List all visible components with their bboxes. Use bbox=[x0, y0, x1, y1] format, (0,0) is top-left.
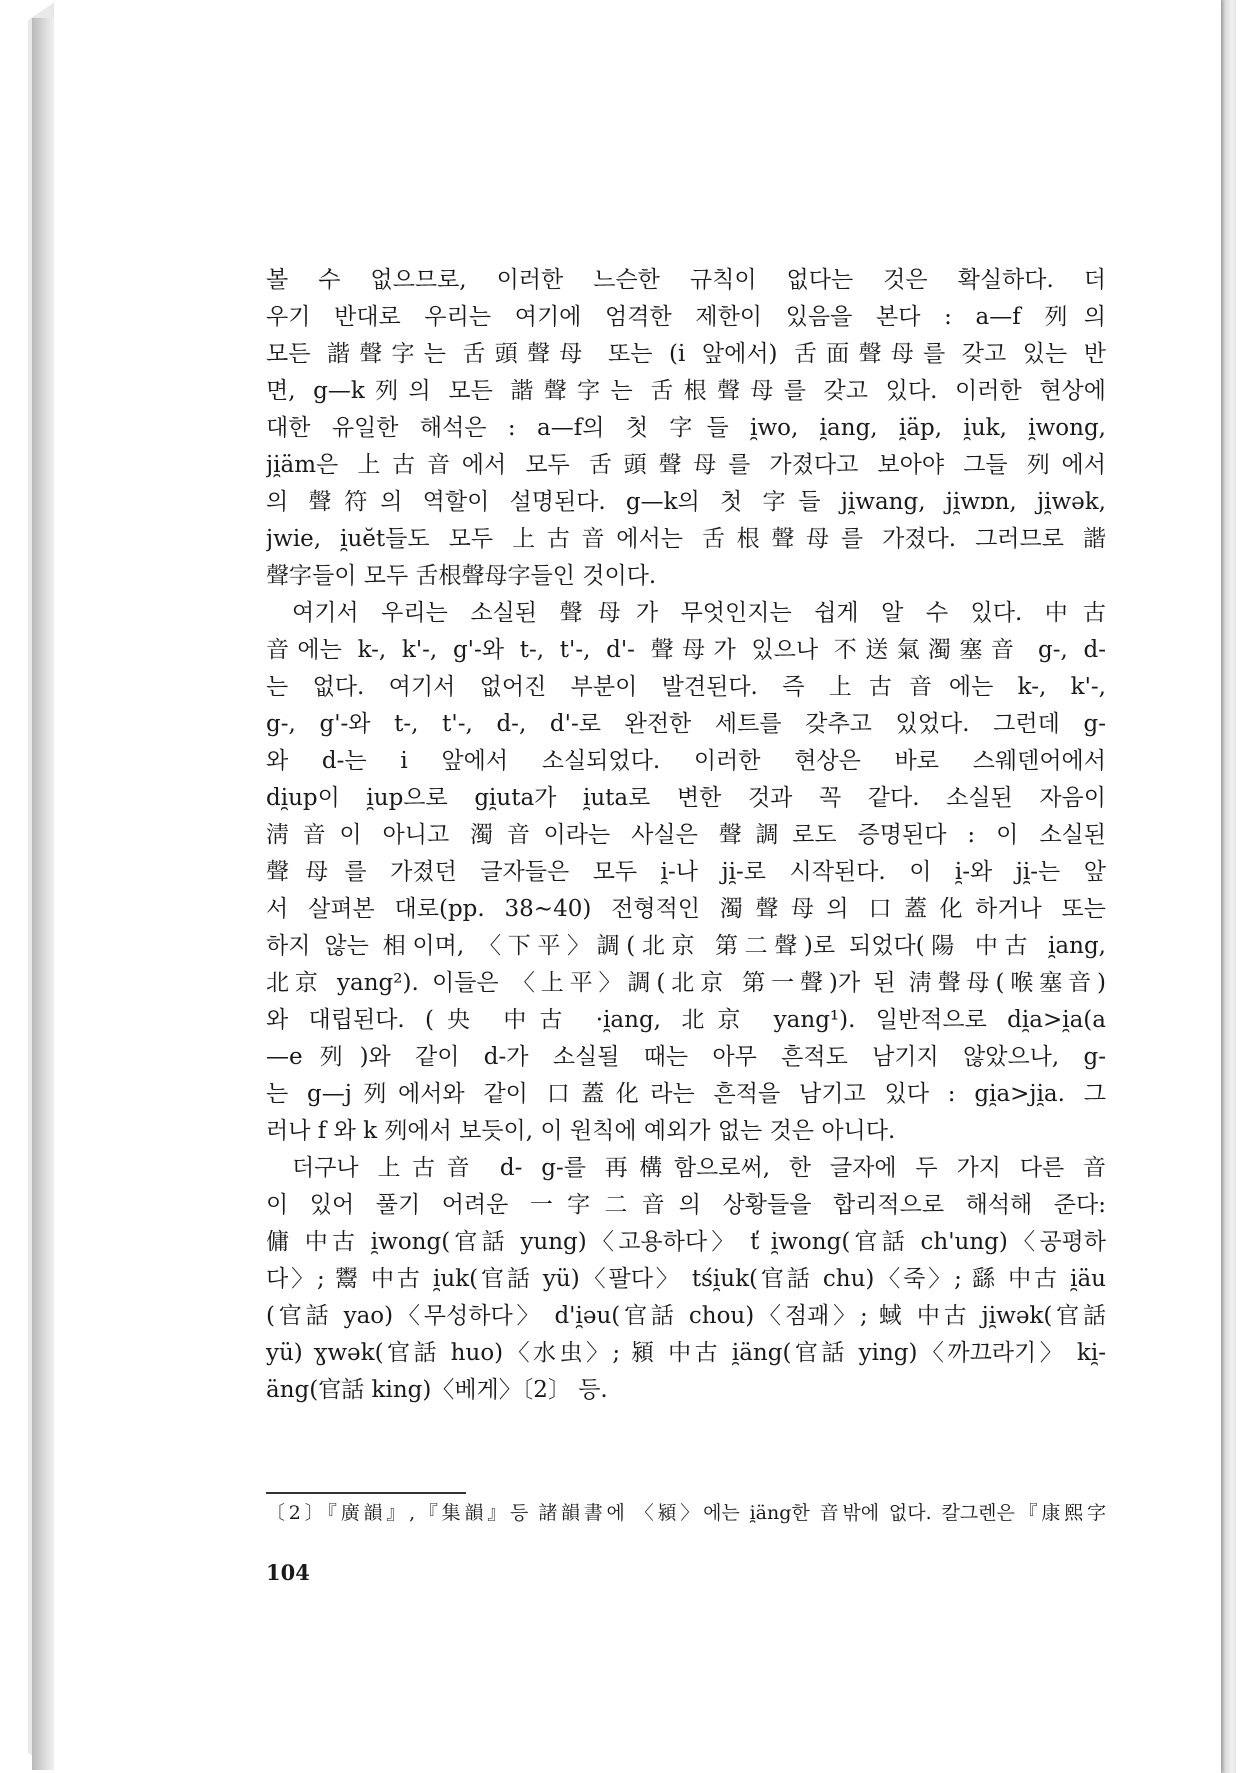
book-spine bbox=[32, 18, 54, 1770]
text-line: 여기서 우리는 소실된 聲母가 무엇인지는 쉽게 알 수 있다. 中古 bbox=[292, 600, 1106, 626]
text-line: 와 d-는 i 앞에서 소실되었다. 이러한 현상은 바로 스웨덴어에서 bbox=[266, 748, 1106, 774]
text-line: 하지 않는 相이며, 〈下平〉調(北京 第二聲)로 되었다(陽 中古 i̯ang, bbox=[266, 933, 1106, 959]
text-line: di̯up이 i̯up으로 gi̯uta가 i̯uta로 변한 것과 꼭 같다. 소실된 자음이 bbox=[266, 785, 1106, 811]
text-line: 면, g—k列의 모든 諧聲字는 舌根聲母를 갖고 있다. 이러한 현상에 bbox=[266, 378, 1106, 404]
text-line: yü) ɣwək(官話 huo)〈水虫〉; 潁 中古 i̯äng(官話 ying)〈까끄라기〉 ki̯- bbox=[266, 1340, 1106, 1366]
text-line: g-, g'-와 t-, t'-, d-, d'-로 완전한 세트를 갖추고 있었다. 그런데 g- bbox=[266, 711, 1106, 737]
text-line: 모든 諧聲字는 舌頭聲母 또는 (i 앞에서) 舌面聲母를 갖고 있는 반 bbox=[266, 341, 1106, 367]
text-line: 와 대립된다. (央 中古 ·i̯ang, 北京 yang¹). 일반적으로 di̯a>i̯a(a bbox=[266, 1007, 1106, 1033]
text-line: 聲母를 가졌던 글자들은 모두 i̯-나 ji̯-로 시작된다. 이 i̯-와 ji̯-는 앞 bbox=[266, 859, 1106, 885]
text-line: äng(官話 king)〈베게〉〔2〕 등. bbox=[266, 1377, 608, 1403]
page-number: 104 bbox=[266, 1560, 310, 1585]
text-line: —e列)와 같이 d-가 소실될 때는 아무 흔적도 남기지 않았으나, g- bbox=[266, 1044, 1106, 1070]
text-line: 聲字들이 모두 舌根聲母字들인 것이다. bbox=[266, 563, 657, 589]
footnote: 〔2〕『廣韻』,『集韻』등 諸韻書에 〈潁〉에는 i̯äng한 音밖에 없다. 칼그렌은『康熙字 bbox=[266, 1502, 1106, 1524]
text-line: 대한 유일한 해석은 : a—f의 첫 字들 i̯wo, i̯ang, i̯äp, i̯uk, i̯wong, bbox=[266, 415, 1106, 441]
text-line: 의 聲符의 역할이 설명된다. g—k의 첫 字들 ji̯wang, ji̯wɒn, ji̯wək, bbox=[266, 489, 1106, 515]
text-line: 러나 f 와 k 列에서 보듯이, 이 원칙에 예외가 없는 것은 아니다. bbox=[266, 1118, 896, 1144]
text-line: 볼 수 없으므로, 이러한 느슨한 규칙이 없다는 것은 확실하다. 더 bbox=[266, 267, 1106, 293]
footnote-rule bbox=[266, 1492, 466, 1494]
text-line: 더구나 上古音 d- g-를 再構함으로써, 한 글자에 두 가지 다른 音 bbox=[292, 1155, 1106, 1181]
text-line: (官話 yao)〈무성하다〉 d'i̯əu(官話 chou)〈점괘〉; 蜮 中古 ji̯wək(官話 bbox=[266, 1303, 1106, 1329]
body-text bbox=[266, 262, 1106, 1409]
text-line: 音에는 k-, k'-, g'-와 t-, t'-, d'- 聲母가 있으나 不送氣濁塞音 g-, d- bbox=[266, 637, 1106, 663]
text-line: 다〉; 鬻 中古 i̯uk(官話 yü)〈팔다〉 tśi̯uk(官話 chu)〈죽〉; 繇 中古 i̯äu bbox=[266, 1266, 1106, 1292]
text-line: ji̯äm은 上古音에서 모두 舌頭聲母를 가졌다고 보아야 그들 列에서 bbox=[266, 452, 1106, 478]
text-line: 서 살펴본 대로(pp. 38∼40) 전형적인 濁聲母의 口蓋化하거나 또는 bbox=[266, 896, 1106, 922]
text-line: 는 g—j列에서와 같이 口蓋化라는 흔적을 남기고 있다 : gi̯a>ji̯a. 그 bbox=[266, 1081, 1106, 1107]
text-line: 淸音이 아니고 濁音이라는 사실은 聲調로도 증명된다 : 이 소실된 bbox=[266, 822, 1106, 848]
text-line: 우기 반대로 우리는 여기에 엄격한 제한이 있음을 본다 : a—f 列의 bbox=[266, 304, 1106, 330]
text-line: 이 있어 풀기 어려운 一字二音의 상황들을 합리적으로 해석해 준다: bbox=[266, 1192, 1106, 1218]
text-line: jwie, i̯uĕt들도 모두 上古音에서는 舌根聲母를 가졌다. 그러므로 諧 bbox=[266, 526, 1106, 552]
page-right-edge bbox=[1221, 0, 1233, 1773]
text-line: 傭 中古 i̯wong(官話 yung)〈고용하다〉 ť i̯wong(官話 ch'ung)〈공평하 bbox=[266, 1229, 1106, 1255]
text-line: 는 없다. 여기서 없어진 부분이 발견된다. 즉 上古音에는 k-, k'-, bbox=[266, 674, 1106, 700]
text-line: 北京 yang²). 이들은 〈上平〉調(北京 第一聲)가 된 淸聲母(喉塞音) bbox=[266, 970, 1106, 996]
